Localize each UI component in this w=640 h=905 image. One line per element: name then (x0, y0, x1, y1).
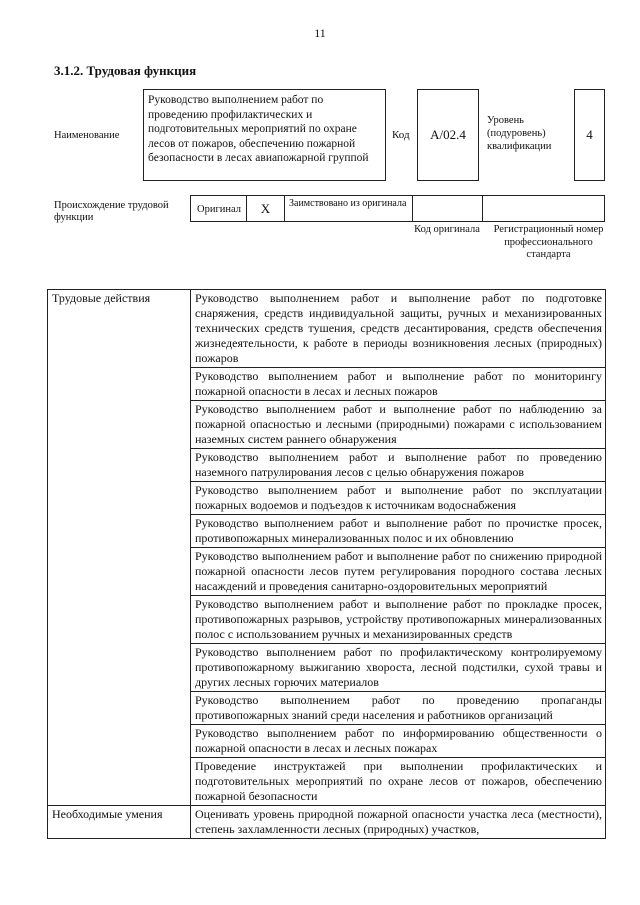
skills-item: Оценивать уровень природной пожарной опасности участка леса (местности), степень захламленности лесных (природных) участков, (191, 806, 606, 839)
labor-actions-item: Проведение инструктажей при выполнении профилактических и подготовительных мероприятий по охране лесов от пожаров, обеспечению пожарной безопасности (191, 758, 606, 806)
labor-actions-item: Руководство выполнением работ и выполнение работ по подготовке снаряжения, средств индивидуальной защиты, ручных и механизированных технических средств тушения, средств десантирования, средств обеспечения жизнедеятельности, к работе в периоды возникновения лесных (природных) пожаров (191, 290, 606, 368)
origin-label: Происхождение трудовой функции (54, 200, 169, 223)
labor-actions-item: Руководство выполнением работ и выполнение работ по прокладке просек, противопожарных разрывов, устройству противопожарных минерализованных полос с использованием ручных и механизированных средств (191, 596, 606, 644)
labor-actions-item: Руководство выполнением работ и выполнение работ по снижению природной пожарной опасности лесов путем регулирования породного состава лесных насаждений и проведения санитарно-оздоровительных мероприятий (191, 548, 606, 596)
skills-heading: Необходимые умения (48, 806, 191, 839)
original-label: Оригинал (191, 196, 247, 221)
registration-number-cell (483, 196, 604, 221)
labor-actions-item: Руководство выполнением работ по проведению пропаганды противопожарных знаний среди населения и работников организаций (191, 692, 606, 725)
name-label: Наименование (54, 130, 120, 141)
level-value: 4 (586, 127, 593, 142)
labor-actions-item: Руководство выполнением работ по профилактическому контролируемому противопожарному выжиганию хвороста, лесной подстилки, сухой травы и других лесных горючих материалов (191, 644, 606, 692)
original-code-cell (413, 196, 483, 221)
code-caption: Код оригинала (414, 224, 480, 235)
labor-actions-item: Руководство выполнением работ и выполнение работ по мониторингу пожарной опасности в лесах и лесных пожаров (191, 368, 606, 401)
functions-table (47, 289, 606, 839)
labor-actions-item: Руководство выполнением работ и выполнение работ по прочистке просек, противопожарных минерализованных полос и их обновлению (191, 515, 606, 548)
function-name-box (143, 89, 386, 181)
original-mark: X (247, 196, 285, 221)
labor-actions-item: Руководство выполнением работ и выполнение работ по эксплуатации пожарных водоемов и подъездов к источникам водоснабжения (191, 482, 606, 515)
function-code-box (417, 89, 479, 181)
labor-actions-item: Руководство выполнением работ и выполнение работ по наблюдению за пожарной опасностью и лесными (природными) пожарами с использованием наземных систем раннего обнаружения (191, 401, 606, 449)
level-label: Уровень (подуровень) квалификации (487, 115, 552, 152)
table-row (48, 806, 606, 839)
table-row (48, 290, 606, 368)
function-code: А/02.4 (430, 127, 466, 142)
code-label: Код (392, 129, 410, 141)
labor-actions-item: Руководство выполнением работ по информированию общественности о пожарной опасности в лесах и лесных пожарах (191, 725, 606, 758)
labor-actions-item: Руководство выполнением работ и выполнение работ по проведению наземного патрулирования лесов с целью обнаружения пожаров (191, 449, 606, 482)
labor-actions-heading: Трудовые действия (48, 290, 191, 806)
page-number: 11 (314, 26, 326, 40)
level-box (574, 89, 605, 181)
borrowed-label: Заимствовано из оригинала (285, 196, 413, 221)
section-title: 3.1.2. Трудовая функция (54, 63, 197, 78)
origin-row (190, 195, 605, 222)
registration-caption: Регистрационный номер профессионального стандарта (493, 224, 604, 260)
function-name: Руководство выполнением работ по проведению профилактических и подготовительных мероприятий по охране лесов от пожаров, обеспечению пожарной безопасности в лесах авиапожарной группой (148, 94, 369, 165)
